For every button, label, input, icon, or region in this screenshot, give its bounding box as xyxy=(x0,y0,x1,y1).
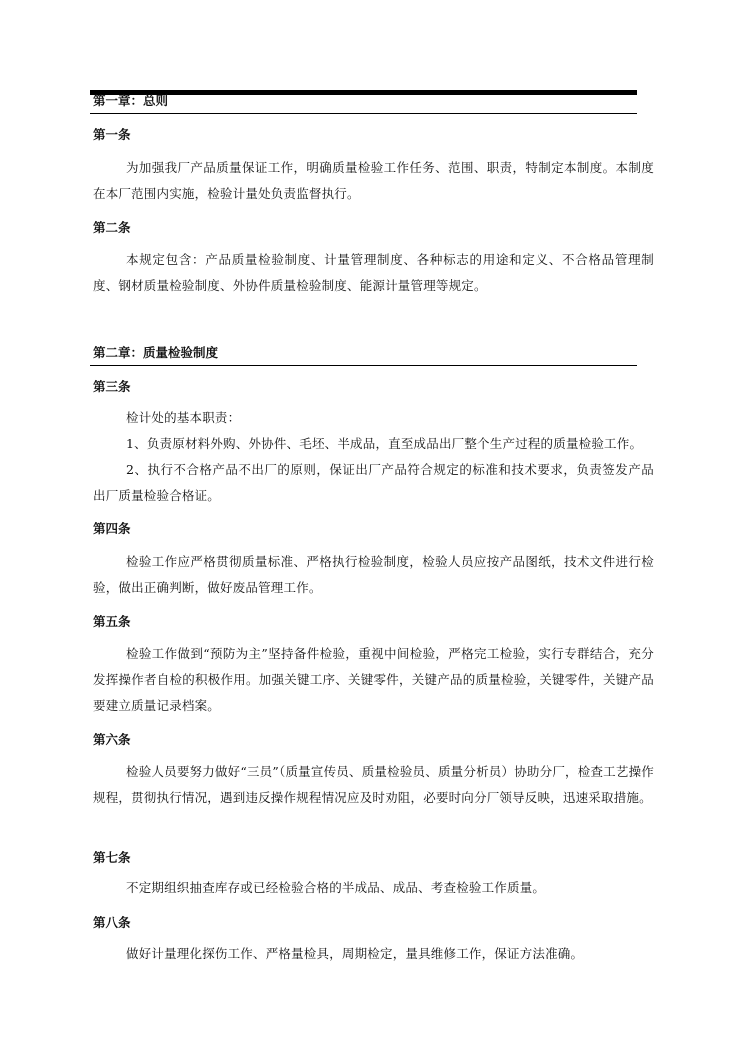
article-title: 第三条 xyxy=(93,379,131,394)
article-paragraph: 为加强我厂产品质量保证工作，明确质量检验工作任务、范围、职责，特制定本制度。本制度在本厂范围内实施，检验计量处负责监督执行。 xyxy=(93,160,654,201)
article-title: 第六条 xyxy=(93,732,131,747)
article-title: 第八条 xyxy=(93,915,131,930)
article-paragraph: 检验工作做到“预防为主”坚持备件检验，重视中间检验，严格完工检验，实行专群结合，充分发挥操作者自检的积极作用。加强关键工序、关键零件，关键产品的质量检验，关键零件，关键产品要建立质量记录档案。 xyxy=(93,646,654,713)
chapter-heading xyxy=(93,345,637,361)
chapter-heading xyxy=(93,93,637,109)
chapter-rule xyxy=(90,365,637,366)
chapter-title: 第二章：质量检验制度 xyxy=(93,345,219,360)
article-paragraph: 检计处的基本职责： xyxy=(126,410,241,425)
article-paragraph: 做好计量理化探伤工作、严格量检具，周期检定，量具维修工作，保证方法准确。 xyxy=(126,946,584,961)
article-title: 第五条 xyxy=(93,614,131,629)
article-title: 第七条 xyxy=(93,850,131,865)
article-paragraph: 不定期组织抽查库存或已经检验合格的半成品、成品、考查检验工作质量。 xyxy=(126,880,546,895)
article-title: 第四条 xyxy=(93,521,131,536)
article-paragraph: 检验工作应严格贯彻质量标准、严格执行检验制度，检验人员应按产品图纸，技术文件进行检验，做出正确判断，做好废品管理工作。 xyxy=(93,554,654,595)
article-paragraph: 1、负责原材料外购、外协件、毛坯、半成品，直至成品出厂整个生产过程的质量检验工作。 xyxy=(126,436,643,451)
article-paragraph: 检验人员要努力做好“三员”（质量宣传员、质量检验员、质量分析员）协助分厂，检查工艺操作规程，贯彻执行情况，遇到违反操作规程情况应及时劝阻，必要时向分厂领导反映，迅速采取措施。 xyxy=(93,764,654,805)
chapter-title: 第一章：总则 xyxy=(93,93,169,108)
chapter-rule xyxy=(90,113,637,114)
article-paragraph: 本规定包含：产品质量检验制度、计量管理制度、各种标志的用途和定义、不合格品管理制度、钢材质量检验制度、外协件质量检验制度、能源计量管理等规定。 xyxy=(93,252,654,293)
article-paragraph: 2、执行不合格产品不出厂的原则，保证出厂产品符合规定的标准和技术要求，负责签发产品出厂质量检验合格证。 xyxy=(93,462,654,503)
article-title: 第二条 xyxy=(93,220,131,235)
article-title: 第一条 xyxy=(93,127,131,142)
